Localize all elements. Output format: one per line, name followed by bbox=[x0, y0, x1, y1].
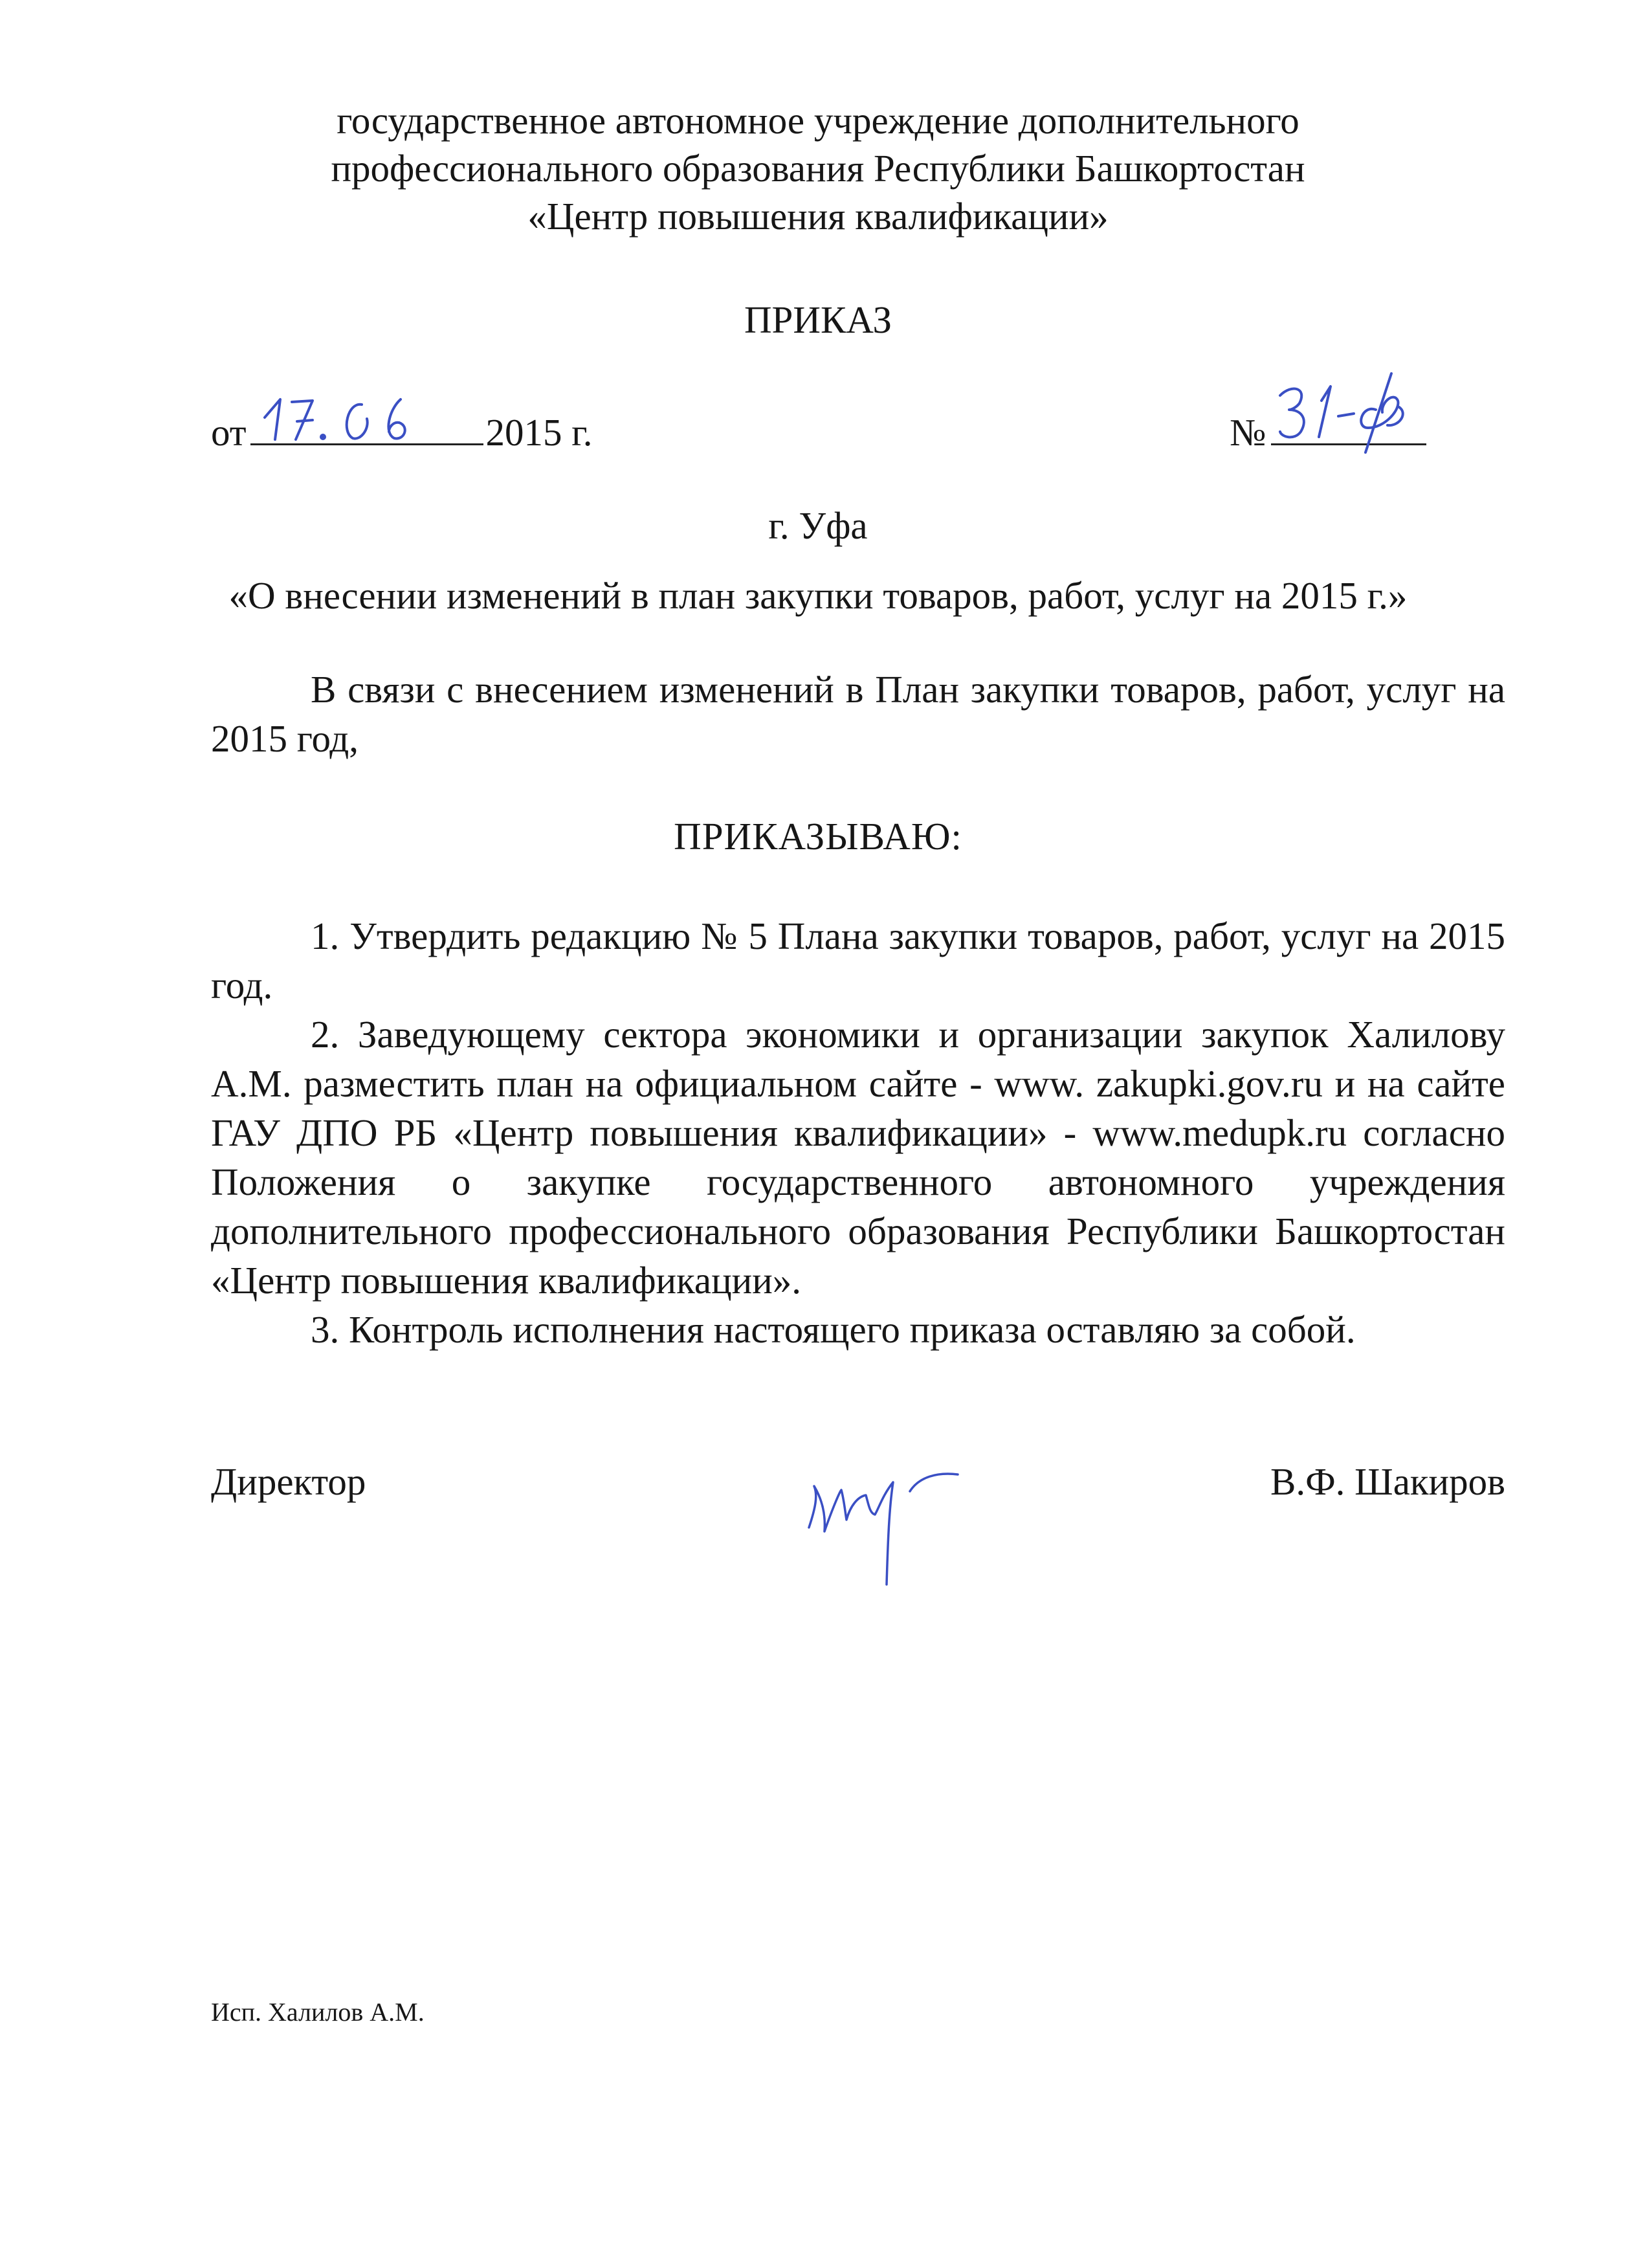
header-line-3: «Центр повышения квалификации» bbox=[527, 194, 1109, 238]
order-date bbox=[211, 405, 593, 455]
intro-paragraph bbox=[211, 665, 1505, 763]
order-item-3: 3. Контроль исполнения настоящего приказа оставляю за собой. bbox=[311, 1308, 1356, 1351]
intro-text: В связи с внесением изменений в План закупки товаров, работ, услуг на 2015 год, bbox=[211, 668, 1505, 760]
date-suffix: 2015 г. bbox=[485, 411, 593, 454]
number-blank bbox=[1271, 405, 1426, 445]
number-prefix: № bbox=[1230, 411, 1266, 454]
order-word: ПРИКАЗЫВАЮ: bbox=[674, 815, 962, 858]
handwritten-date bbox=[250, 364, 483, 449]
city: г. Уфа bbox=[768, 504, 868, 547]
order-items bbox=[211, 911, 1505, 1354]
order-subject: «О внесении изменений в план закупки товаров, работ, услуг на 2015 г.» bbox=[228, 574, 1408, 617]
header-line-2: профессионального образования Республики Башкортостан bbox=[331, 146, 1305, 190]
date-prefix: от bbox=[211, 411, 247, 454]
order-number bbox=[1230, 405, 1426, 455]
organization-header bbox=[0, 97, 1636, 240]
header-line-1: государственное автономное учреждение дополнительного bbox=[337, 99, 1299, 142]
document-title: ПРИКАЗ bbox=[744, 298, 892, 341]
date-blank bbox=[250, 405, 483, 445]
handwritten-signature bbox=[796, 1437, 990, 1592]
handwritten-number bbox=[1271, 364, 1439, 449]
order-item-2: 2. Заведующему сектора экономики и организации закупок Халилову А.М. разместить план на официальном сайте - www. zakupki.gov.ru и на сайте ГАУ ДПО РБ «Центр повышения квалификации» - www.medupk.ru согласно Положения о закупке государственного автономного учреждения дополнительного профессионального образования Республики Башкортостан «Центр повышения квалификации». bbox=[211, 1013, 1505, 1302]
executor-note: Исп. Халилов А.М. bbox=[211, 1997, 425, 2027]
signatory-name: В.Ф. Шакиров bbox=[1270, 1460, 1505, 1503]
order-item-1: 1. Утвердить редакцию № 5 Плана закупки товаров, работ, услуг на 2015 год. bbox=[211, 915, 1505, 1006]
signatory-position: Директор bbox=[211, 1460, 366, 1503]
